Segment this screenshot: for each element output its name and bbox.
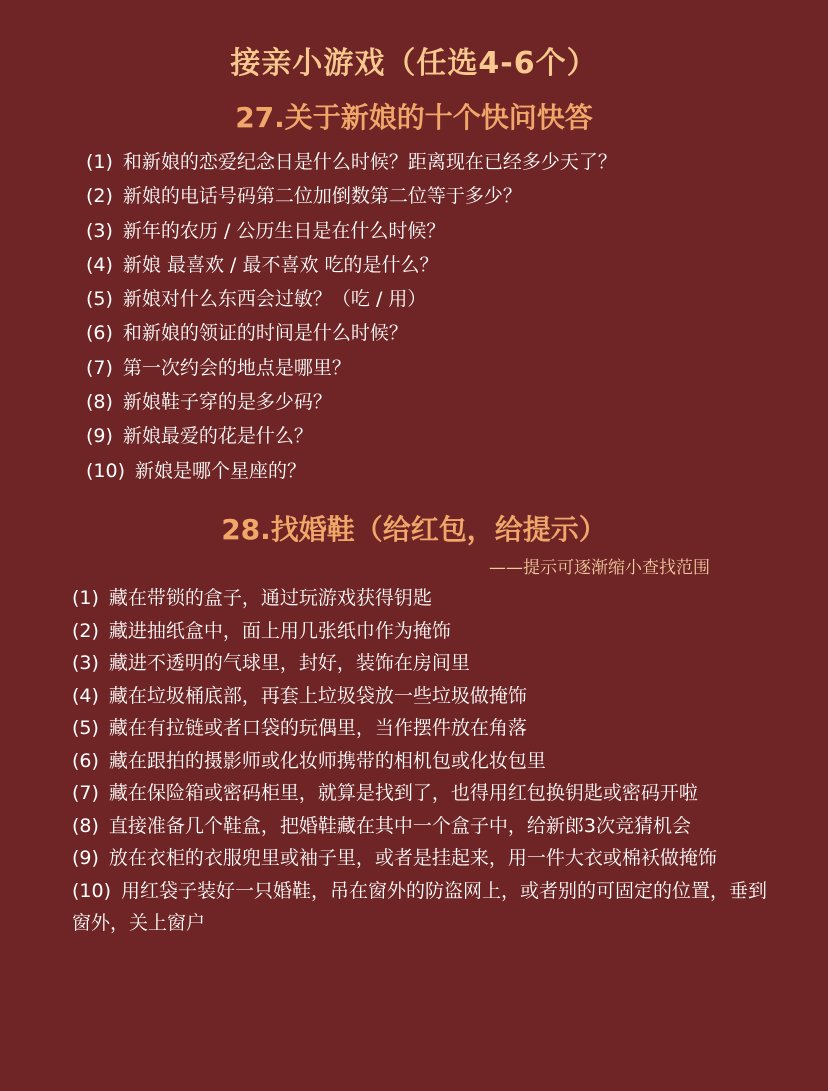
item-text: 藏在跟拍的摄影师或化妆师携带的相机包或化妆包里 xyxy=(108,749,546,772)
hiding-spot-item xyxy=(72,842,772,875)
item-number: (6) xyxy=(86,322,113,345)
item-text: 藏在保险箱或密码柜里，就算是找到了，也得用红包换钥匙或密码开啦 xyxy=(108,782,698,804)
item-text: 藏进抽纸盒中，面上用几张纸巾作为掩饰 xyxy=(108,619,451,642)
item-text: 用红袋子装好一只婚鞋，吊在窗外的防盗网上，或者别的可固定的位置，垂到窗外，关上窗户 xyxy=(72,879,768,934)
item-number: (1) xyxy=(86,151,113,173)
section-title-find-shoes: 28.找婚鞋（给红包，给提示） xyxy=(221,513,607,546)
item-text: 第一次约会的地点是哪里？ xyxy=(122,356,351,379)
quiz-question xyxy=(86,351,798,385)
item-number: (8) xyxy=(72,814,99,837)
hiding-spot-item xyxy=(72,875,772,940)
item-text: 和新娘的领证的时间是什么时候？ xyxy=(122,322,408,345)
hiding-spot-list xyxy=(72,582,772,940)
item-text: 直接准备几个鞋盒，把婚鞋藏在其中一个盒子中，给新郎3次竞猜机会 xyxy=(108,814,692,837)
item-number: (10) xyxy=(86,459,126,482)
item-text: 新娘 最喜欢 / 最不喜欢 吃的是什么？ xyxy=(122,253,439,276)
item-text: 和新娘的恋爱纪念日是什么时候？距离现在已经多少天了？ xyxy=(122,151,617,173)
hiding-spot-item xyxy=(72,615,772,648)
quiz-question xyxy=(86,454,798,488)
item-number: (7) xyxy=(86,356,113,379)
item-text: 新年的农历 / 公历生日是在什么时候？ xyxy=(122,219,446,242)
item-number: (1) xyxy=(72,587,99,609)
item-number: (9) xyxy=(86,425,113,448)
hiding-spot-item xyxy=(72,582,772,615)
hiding-spot-item xyxy=(72,680,772,713)
quiz-question xyxy=(86,316,798,350)
item-text: 新娘鞋子穿的是多少码？ xyxy=(122,391,332,414)
item-text: 新娘最爱的花是什么？ xyxy=(122,425,313,448)
item-number: (4) xyxy=(86,253,113,276)
item-number: (8) xyxy=(86,391,113,414)
item-text: 放在衣柜的衣服兜里或袖子里，或者是挂起来，用一件大衣或棉袄做掩饰 xyxy=(108,847,717,869)
quiz-question xyxy=(86,419,798,453)
item-number: (2) xyxy=(72,619,99,642)
quiz-question xyxy=(86,248,798,282)
item-number: (4) xyxy=(72,684,99,707)
item-number: (3) xyxy=(72,652,99,674)
item-number: (2) xyxy=(86,185,113,208)
item-text: 藏进不透明的气球里，封好，装饰在房间里 xyxy=(108,652,470,674)
item-number: (7) xyxy=(72,782,99,804)
item-number: (6) xyxy=(72,749,99,772)
quiz-question xyxy=(86,214,798,248)
item-number: (5) xyxy=(86,288,113,311)
quiz-question xyxy=(86,145,798,179)
hiding-spot-item xyxy=(72,777,772,810)
item-text: 新娘的电话号码第二位加倒数第二位等于多少？ xyxy=(122,185,522,208)
item-text: 藏在有拉链或者口袋的玩偶里，当作摆件放在角落 xyxy=(108,717,527,739)
hiding-spot-item xyxy=(72,810,772,843)
item-number: (3) xyxy=(86,219,113,242)
item-text: 藏在带锁的盒子，通过玩游戏获得钥匙 xyxy=(108,587,432,609)
section-title-quiz: 27.关于新娘的十个快问快答 xyxy=(235,101,593,134)
item-text: 藏在垃圾桶底部，再套上垃圾袋放一些垃圾做掩饰 xyxy=(108,684,527,707)
item-number: (5) xyxy=(72,717,99,739)
item-text: 新娘对什么东西会过敏？（吃 / 用） xyxy=(122,288,427,311)
hiding-spot-item xyxy=(72,745,772,778)
quiz-question-list xyxy=(86,145,798,488)
section-hint: ——提示可逐渐缩小查找范围 xyxy=(489,558,710,578)
page-title: 接亲小游戏（任选4-6个） xyxy=(230,46,598,81)
item-number: (9) xyxy=(72,847,99,869)
hiding-spot-item xyxy=(72,647,772,680)
quiz-question xyxy=(86,282,798,316)
item-number: (10) xyxy=(72,879,112,902)
quiz-question xyxy=(86,385,798,419)
hiding-spot-item xyxy=(72,712,772,745)
quiz-question xyxy=(86,179,798,213)
item-text: 新娘是哪个星座的？ xyxy=(135,459,307,482)
